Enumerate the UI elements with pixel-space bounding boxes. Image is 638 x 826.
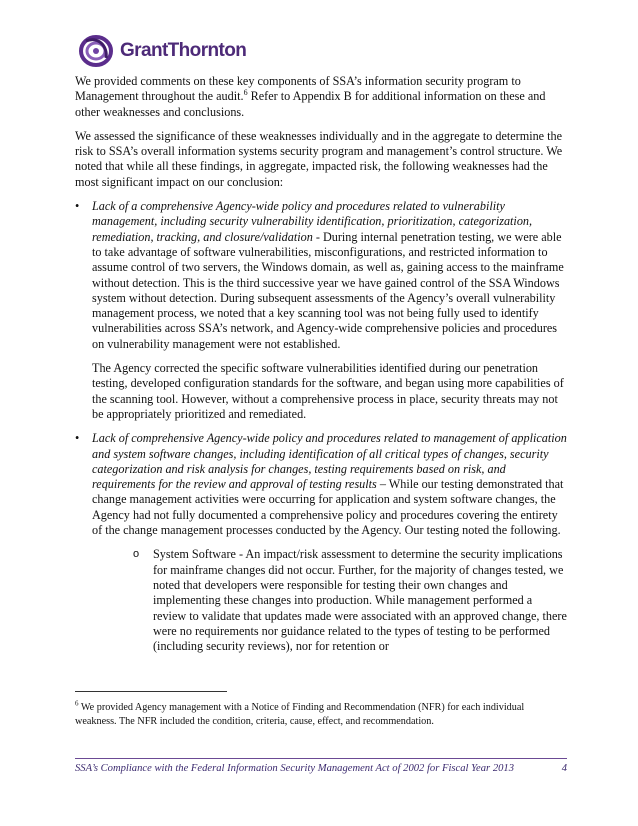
bullet-title: Lack of a comprehensive Agency-wide policy and procedures related to vulnerability management, including security vulnerability identification, prioritization, categorization, remediation, tracking, and closure/validation: [92, 199, 533, 244]
footnote-divider: [75, 691, 227, 692]
grant-thornton-logo-icon: [78, 34, 114, 68]
sub-bullet-text: System Software - An impact/risk assessment to determine the security implications for mainframe changes did not occur. Further, for the majority of changes tested, we noted that developers were responsible for testing their own changes and implementing these changes into production. While management performed a review to validate that updates made were associated with an approved change, there were no requirements nor guidance related to the types of testing to be performed (including security reviews), nor for retention or: [153, 547, 567, 654]
bullet-followup: The Agency corrected the specific software vulnerabilities identified during our penetration testing, developed configuration standards for the software, and began using more capabilities of the scanning tool. However, without a comprehensive process in place, security threats may not be appropriately prioritized and remediated.: [92, 361, 564, 421]
paragraph-significance: We assessed the significance of these weaknesses individually and in the aggregate to determine the risk to SSA’s overall information systems security program and management’s control structure. We noted that while all these findings, in aggregate, impacted risk, the following weaknesses had the most significant impact on our conclusion:: [75, 128, 563, 189]
grant-thornton-logo: [78, 34, 246, 68]
footnote-text: We provided Agency management with a Notice of Finding and Recommendation (NFR) for each individual weakness. The NFR included the condition, criteria, cause, effect, and recommendation.: [75, 702, 525, 727]
footnote-number: 6: [75, 699, 79, 708]
bullet-body: – While our testing demonstrated that change management activities were occurring for application and system software changes, the Agency had not fully documented a comprehensive policy and procedures covering the entirety of the change management processes conducted by the Agency. Our testing noted the following.: [92, 477, 564, 538]
bullet-change-management: [75, 431, 567, 538]
logo-text: GrantThornton: [120, 40, 247, 61]
bullet-vulnerability-management: [75, 199, 567, 422]
footer-divider: [75, 758, 567, 759]
bullet-icon: •: [75, 199, 80, 214]
page-footer: [75, 763, 567, 774]
footnote-ref: 6: [243, 88, 248, 98]
document-body: [75, 74, 567, 654]
paragraph-comments: We provided comments on these key components of SSA’s information security program to Management throughout the audit.$^6$ Refer to Appendix B for additional information on these and other weaknesses and conclusions.: [75, 74, 546, 119]
sub-bullet-system-software: [75, 547, 567, 654]
bullet-title: Lack of comprehensive Agency-wide policy and procedures related to management of application and system software changes, including identification of all critical types of changes, security categorization and risk analysis for changes, testing requirements based on risk, and requirements for the review and approval of testing results: [92, 431, 567, 492]
bullet-icon: •: [75, 431, 80, 446]
sub-bullet-icon: o: [133, 548, 140, 561]
page-number: 4: [561, 763, 567, 774]
bullet-body: - During internal penetration testing, we were able to take advantage of software vulnerabilities, misconfigurations, and restricted information to assume control of two servers, the Windows domain, as well as, gaining access to the mainframe without detection. This is the third successive year we have gained control of the SSA Windows system without detection. During subsequent assessments of the Agency’s overall vulnerability management process, we noted that a key scanning tool was not being fully used to identify vulnerabilities across SSA’s network, and Agency-wide comprehensive policies and procedures on vulnerability management were not established.: [92, 229, 564, 351]
footnote: [75, 701, 567, 729]
footer-title: SSA’s Compliance with the Federal Information Security Management Act of 2002 for Fiscal Year 2013: [75, 763, 515, 774]
